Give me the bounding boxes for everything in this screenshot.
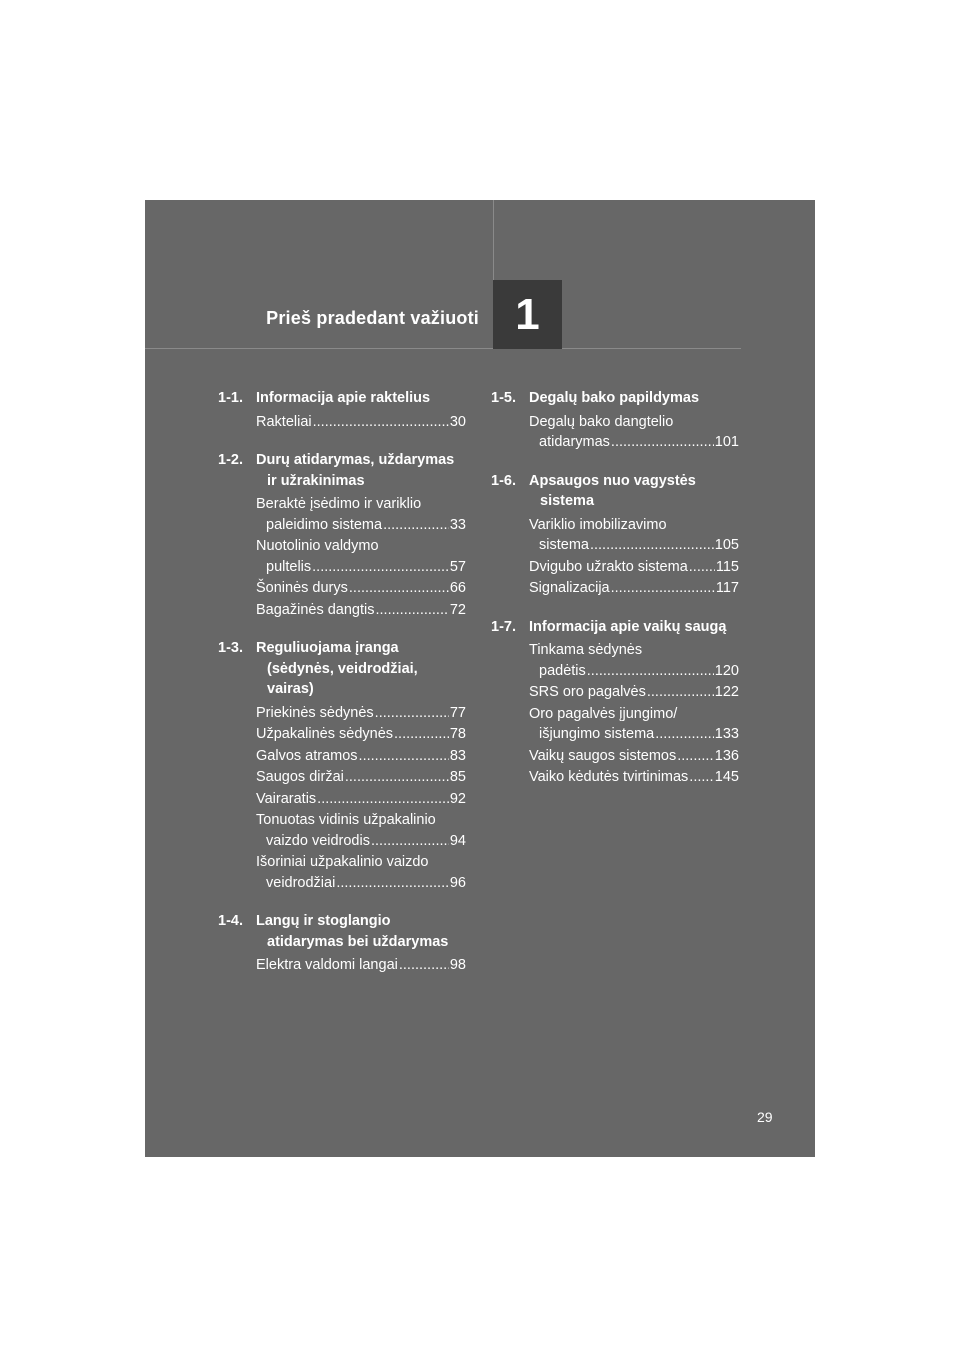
- section-title-line: Informacija apie raktelius: [256, 390, 431, 406]
- section-title-line: Apsaugos nuo vagystės: [529, 472, 696, 489]
- entry-title: atidarymas: [539, 434, 610, 450]
- section-heading[interactable]: [218, 911, 466, 952]
- section-title: [256, 911, 466, 952]
- dot-leader: [394, 724, 449, 745]
- entry-title: Vaikų saugos sistemos: [529, 747, 677, 764]
- toc-entry[interactable]: [256, 578, 466, 599]
- entry-page-number: 136: [714, 747, 739, 764]
- entry-page-number: 33: [449, 516, 466, 533]
- dot-leader: [345, 767, 449, 788]
- entry-title: Dvigubo užrakto sistema: [529, 558, 688, 575]
- entry-page-number: 96: [449, 874, 466, 891]
- entry-title-line: Variklio imobilizavimo: [529, 516, 667, 533]
- dot-leader: [689, 767, 714, 788]
- dot-leader: [677, 746, 714, 767]
- section-title-line: Degalų bako papildymas: [529, 390, 700, 406]
- section-title: [256, 388, 466, 409]
- entry-page-number: 105: [714, 537, 739, 553]
- dot-leader: [590, 535, 714, 556]
- dot-leader: [317, 789, 449, 810]
- section-heading[interactable]: [218, 638, 466, 700]
- entry-title-line: Tonuotas vidinis užpakalinio: [256, 812, 436, 828]
- toc-section: [491, 388, 739, 453]
- section-heading[interactable]: [218, 388, 466, 409]
- toc-section: [218, 911, 466, 976]
- entry-page-number: 115: [715, 558, 739, 575]
- entry-page-number: 117: [715, 580, 739, 596]
- section-title: [529, 388, 739, 409]
- entry-page-number: 85: [449, 769, 466, 785]
- section-title-line: vairas): [267, 681, 314, 697]
- entry-title: padėtis: [539, 662, 586, 679]
- entry-page-number: 133: [714, 726, 739, 742]
- entry-title: veidrodžiai: [266, 874, 336, 891]
- section-title-line: sistema: [540, 493, 595, 509]
- entry-title: Galvos atramos: [256, 747, 358, 764]
- toc-entry[interactable]: [529, 767, 739, 788]
- dot-leader: [349, 578, 449, 599]
- section-title: [256, 638, 466, 700]
- entry-page-number: 83: [449, 747, 466, 764]
- entry-title: Šoninės durys: [256, 580, 348, 596]
- entry-title: Saugos diržai: [256, 769, 344, 785]
- section-title-line: Langų ir stoglangio: [256, 913, 391, 929]
- entry-title: Elektra valdomi langai: [256, 957, 398, 973]
- dot-leader: [312, 557, 449, 578]
- dot-leader: [647, 682, 714, 703]
- chapter-number: 1: [515, 289, 540, 339]
- toc-entry[interactable]: [256, 852, 466, 893]
- toc-entry[interactable]: [256, 789, 466, 810]
- entry-title-line: Tinkama sėdynės: [529, 642, 643, 658]
- dot-leader: [587, 661, 714, 682]
- toc-entry[interactable]: [256, 955, 466, 976]
- entry-title: pultelis: [266, 558, 312, 575]
- toc-section: [218, 450, 466, 620]
- dot-leader: [376, 600, 449, 621]
- toc-entry[interactable]: [256, 746, 466, 767]
- entry-page-number: 77: [449, 704, 466, 721]
- toc-entry[interactable]: [256, 494, 466, 535]
- divider-horizontal: [145, 348, 741, 349]
- section-heading[interactable]: [491, 471, 739, 512]
- section-title-line: (sėdynės, veidrodžiai,: [267, 660, 418, 677]
- entry-page-number: 122: [714, 684, 739, 700]
- section-number: 1-1.: [218, 390, 243, 406]
- entry-title: Vairaratis: [256, 790, 317, 807]
- divider-vertical: [493, 200, 494, 280]
- dot-leader: [611, 432, 714, 453]
- entry-title: Vaiko kėdutės tvirtinimas: [529, 769, 689, 785]
- chapter-title: Prieš pradedant važiuoti: [266, 308, 479, 328]
- entry-title-line: Degalų bako dangtelio: [529, 413, 674, 430]
- entry-title: Priekinės sėdynės: [256, 704, 374, 721]
- section-heading[interactable]: [491, 617, 739, 638]
- toc-section: [491, 471, 739, 599]
- section-number: 1-3.: [218, 640, 243, 656]
- dot-leader: [655, 724, 714, 745]
- toc-right-column: [491, 388, 739, 806]
- entry-title: sistema: [539, 537, 589, 553]
- entry-page-number: 78: [449, 726, 466, 742]
- section-number: 1-7.: [491, 618, 516, 635]
- entry-title: Bagažinės dangtis: [256, 601, 375, 618]
- entry-page-number: 30: [449, 413, 466, 430]
- entry-page-number: 120: [714, 662, 739, 679]
- toc-entry[interactable]: [529, 746, 739, 767]
- toc-entry[interactable]: [529, 682, 739, 703]
- entry-page-number: 57: [449, 558, 466, 575]
- chapter-panel: [145, 200, 815, 1157]
- dot-leader: [399, 955, 449, 976]
- section-number: 1-2.: [218, 452, 243, 468]
- toc-entry[interactable]: [256, 703, 466, 724]
- entry-title: Užpakalinės sėdynės: [256, 726, 394, 742]
- dot-leader: [371, 831, 449, 852]
- section-title-line: ir užrakinimas: [267, 472, 365, 489]
- section-number: 1-5.: [491, 390, 516, 406]
- dot-leader: [689, 557, 715, 578]
- toc-entry[interactable]: [529, 640, 739, 681]
- dot-leader: [383, 515, 449, 536]
- entry-title-line: Oro pagalvės įjungimo/: [529, 705, 678, 722]
- dot-leader: [336, 873, 449, 894]
- section-title-line: Reguliuojama įranga: [256, 640, 399, 656]
- toc-entry[interactable]: [256, 536, 466, 577]
- section-number: 1-6.: [491, 472, 516, 489]
- chapter-number-box: [493, 280, 562, 349]
- section-title-line: Durų atidarymas, uždarymas: [256, 452, 455, 468]
- entry-title-line: Nuotolinio valdymo: [256, 538, 379, 554]
- entry-title: paleidimo sistema: [266, 516, 383, 533]
- dot-leader: [359, 746, 449, 767]
- toc-entry[interactable]: [256, 767, 466, 788]
- entry-page-number: 92: [449, 790, 466, 807]
- page-number: 29: [757, 1109, 773, 1125]
- entry-page-number: 66: [449, 580, 466, 596]
- entry-page-number: 145: [714, 769, 739, 785]
- section-number: 1-4.: [218, 913, 243, 929]
- entry-page-number: 94: [449, 832, 466, 849]
- toc-entry[interactable]: [256, 600, 466, 621]
- dot-leader: [611, 578, 715, 599]
- entry-title-line: Beraktė įsėdimo ir variklio: [256, 496, 422, 512]
- section-title: [529, 471, 739, 512]
- section-title-line: atidarymas bei uždarymas: [267, 933, 449, 950]
- entry-title: išjungimo sistema: [539, 726, 655, 742]
- toc-section: [218, 638, 466, 893]
- section-heading[interactable]: [491, 388, 739, 409]
- entry-page-number: 101: [714, 434, 739, 450]
- toc-entry[interactable]: [529, 557, 739, 578]
- toc-entry[interactable]: [529, 578, 739, 599]
- toc-left-column: [218, 388, 466, 994]
- section-title: [256, 450, 466, 491]
- entry-title: vaizdo veidrodis: [266, 832, 370, 849]
- section-title: [529, 617, 739, 638]
- toc-section: [218, 388, 466, 432]
- entry-page-number: 72: [449, 601, 466, 618]
- entry-title: Signalizacija: [529, 580, 610, 596]
- toc-entry[interactable]: [256, 810, 466, 851]
- toc-section: [491, 617, 739, 788]
- dot-leader: [375, 703, 449, 724]
- entry-title-line: Išoriniai užpakalinio vaizdo: [256, 854, 429, 870]
- toc-entry[interactable]: [529, 515, 739, 556]
- section-title-line: Informacija apie vaikų saugą: [529, 618, 727, 635]
- toc-entry[interactable]: [529, 704, 739, 745]
- entry-title: SRS oro pagalvės: [529, 684, 646, 700]
- entry-page-number: 98: [449, 957, 466, 973]
- entry-title: Rakteliai: [256, 413, 312, 430]
- section-heading[interactable]: [218, 450, 466, 491]
- dot-leader: [313, 412, 449, 433]
- toc-entry[interactable]: [256, 724, 466, 745]
- toc-entry[interactable]: [256, 412, 466, 433]
- toc-entry[interactable]: [529, 412, 739, 453]
